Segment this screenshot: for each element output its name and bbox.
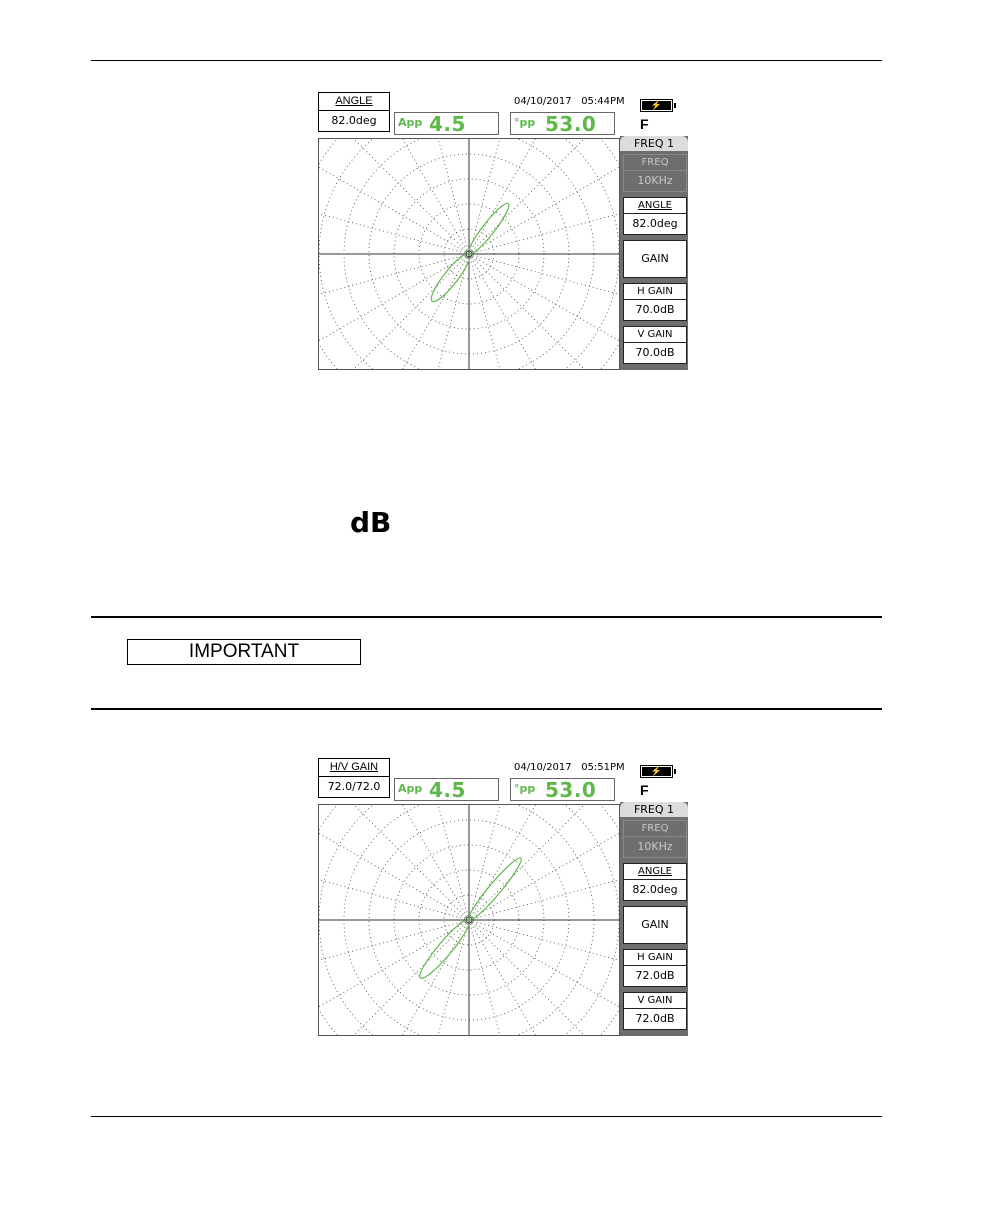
grid-spoke [469, 920, 599, 1035]
angle-value: 82.0deg [632, 217, 678, 230]
active-parameter-box [318, 92, 390, 132]
menu-item-gain[interactable]: GAIN [623, 240, 687, 278]
grid-spoke [469, 139, 619, 254]
time-text: 05:51PM [581, 762, 625, 773]
menu-item-v-gain[interactable] [623, 992, 687, 1030]
menu-item-angle[interactable] [623, 863, 687, 901]
grid-spoke [402, 920, 469, 1035]
datetime [514, 96, 625, 107]
important-label: IMPORTANT [127, 639, 361, 665]
menu-header-freq1[interactable]: FREQ 1 [620, 802, 688, 817]
lissajous-lobe [427, 250, 475, 306]
active-parameter-title: ANGLE [319, 93, 389, 111]
phase-readout [510, 112, 615, 135]
grid-spoke [319, 805, 469, 920]
v-gain-title: V GAIN [624, 993, 686, 1009]
grid-spoke [319, 254, 469, 321]
grid-spoke [469, 805, 599, 920]
grid-spoke [469, 920, 619, 1035]
phase-value: 53.0 [545, 112, 597, 136]
grid-spoke [469, 920, 536, 1035]
menu-item-freq[interactable] [623, 820, 687, 858]
grid-spoke [469, 920, 619, 987]
h-gain-value: 72.0dB [635, 969, 675, 982]
freq-value: 10KHz [637, 174, 673, 187]
impedance-plane-plot [318, 804, 620, 1036]
grid-spoke [319, 920, 469, 1035]
grid-spoke [339, 139, 469, 254]
phase-label: °pp [514, 782, 536, 795]
h-gain-title: H GAIN [624, 284, 686, 300]
grid-spoke [319, 920, 469, 1035]
grid-spoke [469, 254, 619, 321]
instrument-screen-1 [318, 92, 690, 370]
date-text: 04/10/2017 [514, 762, 572, 773]
active-parameter-value: 82.0deg [331, 114, 377, 127]
amplitude-value: 4.5 [429, 112, 466, 136]
grid-spoke [469, 254, 599, 369]
side-menu [620, 802, 688, 1036]
active-parameter-value: 72.0/72.0 [327, 780, 381, 793]
active-parameter-box [318, 758, 390, 798]
amplitude-readout [394, 778, 499, 801]
phase-label: °pp [514, 116, 536, 129]
grid-spoke [402, 805, 469, 920]
grid-spoke [319, 139, 469, 254]
v-gain-title: V GAIN [624, 327, 686, 343]
active-parameter-title: H/V GAIN [319, 759, 389, 777]
h-gain-value: 70.0dB [635, 303, 675, 316]
grid-spoke [469, 254, 536, 369]
grid-spoke [469, 254, 619, 369]
grid-spoke [339, 805, 469, 920]
grid-spoke [319, 920, 469, 987]
grid-spoke [319, 139, 469, 254]
impedance-plane-plot [318, 138, 620, 370]
polar-grid [319, 805, 619, 1035]
grid-spoke [469, 920, 619, 1035]
grid-spoke [319, 805, 469, 920]
menu-item-h-gain[interactable] [623, 949, 687, 987]
important-bottom-rule [91, 708, 882, 710]
freq-title: FREQ [624, 821, 686, 837]
amplitude-readout [394, 112, 499, 135]
v-gain-value: 72.0dB [635, 1012, 675, 1025]
menu-item-h-gain[interactable] [623, 283, 687, 321]
header-rule [91, 60, 882, 61]
unit-symbol: dB [350, 506, 392, 539]
amplitude-value: 4.5 [429, 778, 466, 802]
date-text: 04/10/2017 [514, 96, 572, 107]
h-gain-title: H GAIN [624, 950, 686, 966]
menu-item-angle[interactable] [623, 197, 687, 235]
menu-item-freq[interactable] [623, 154, 687, 192]
menu-item-gain[interactable]: GAIN [623, 906, 687, 944]
grid-spoke [469, 254, 619, 369]
freq-value: 10KHz [637, 840, 673, 853]
time-text: 05:44PM [581, 96, 625, 107]
menu-item-v-gain[interactable] [623, 326, 687, 364]
grid-spoke [469, 187, 619, 254]
battery-icon: ⚡ [640, 765, 673, 778]
grid-spoke [469, 139, 599, 254]
freq-title: FREQ [624, 155, 686, 171]
v-gain-value: 70.0dB [635, 346, 675, 359]
footer-rule [91, 1116, 882, 1117]
grid-spoke [469, 139, 619, 254]
lissajous-signal [427, 199, 514, 305]
amplitude-label: App [398, 116, 423, 129]
battery-icon: ⚡ [640, 99, 673, 112]
phase-readout [510, 778, 615, 801]
angle-value: 82.0deg [632, 883, 678, 896]
instrument-screen-2 [318, 758, 690, 1036]
grid-spoke [402, 139, 469, 254]
grid-spoke [469, 805, 536, 920]
phase-value: 53.0 [545, 778, 597, 802]
side-menu [620, 136, 688, 370]
status-flag: F [640, 782, 649, 798]
menu-header-freq1[interactable]: FREQ 1 [620, 136, 688, 151]
angle-title: ANGLE [624, 864, 686, 880]
angle-title: ANGLE [624, 198, 686, 214]
grid-spoke [469, 139, 536, 254]
grid-spoke [402, 254, 469, 369]
datetime [514, 762, 625, 773]
grid-spoke [469, 853, 619, 920]
important-top-rule [91, 616, 882, 618]
lissajous-lobe [464, 854, 525, 923]
amplitude-label: App [398, 782, 423, 795]
status-flag: F [640, 116, 649, 132]
polar-grid [319, 139, 619, 369]
